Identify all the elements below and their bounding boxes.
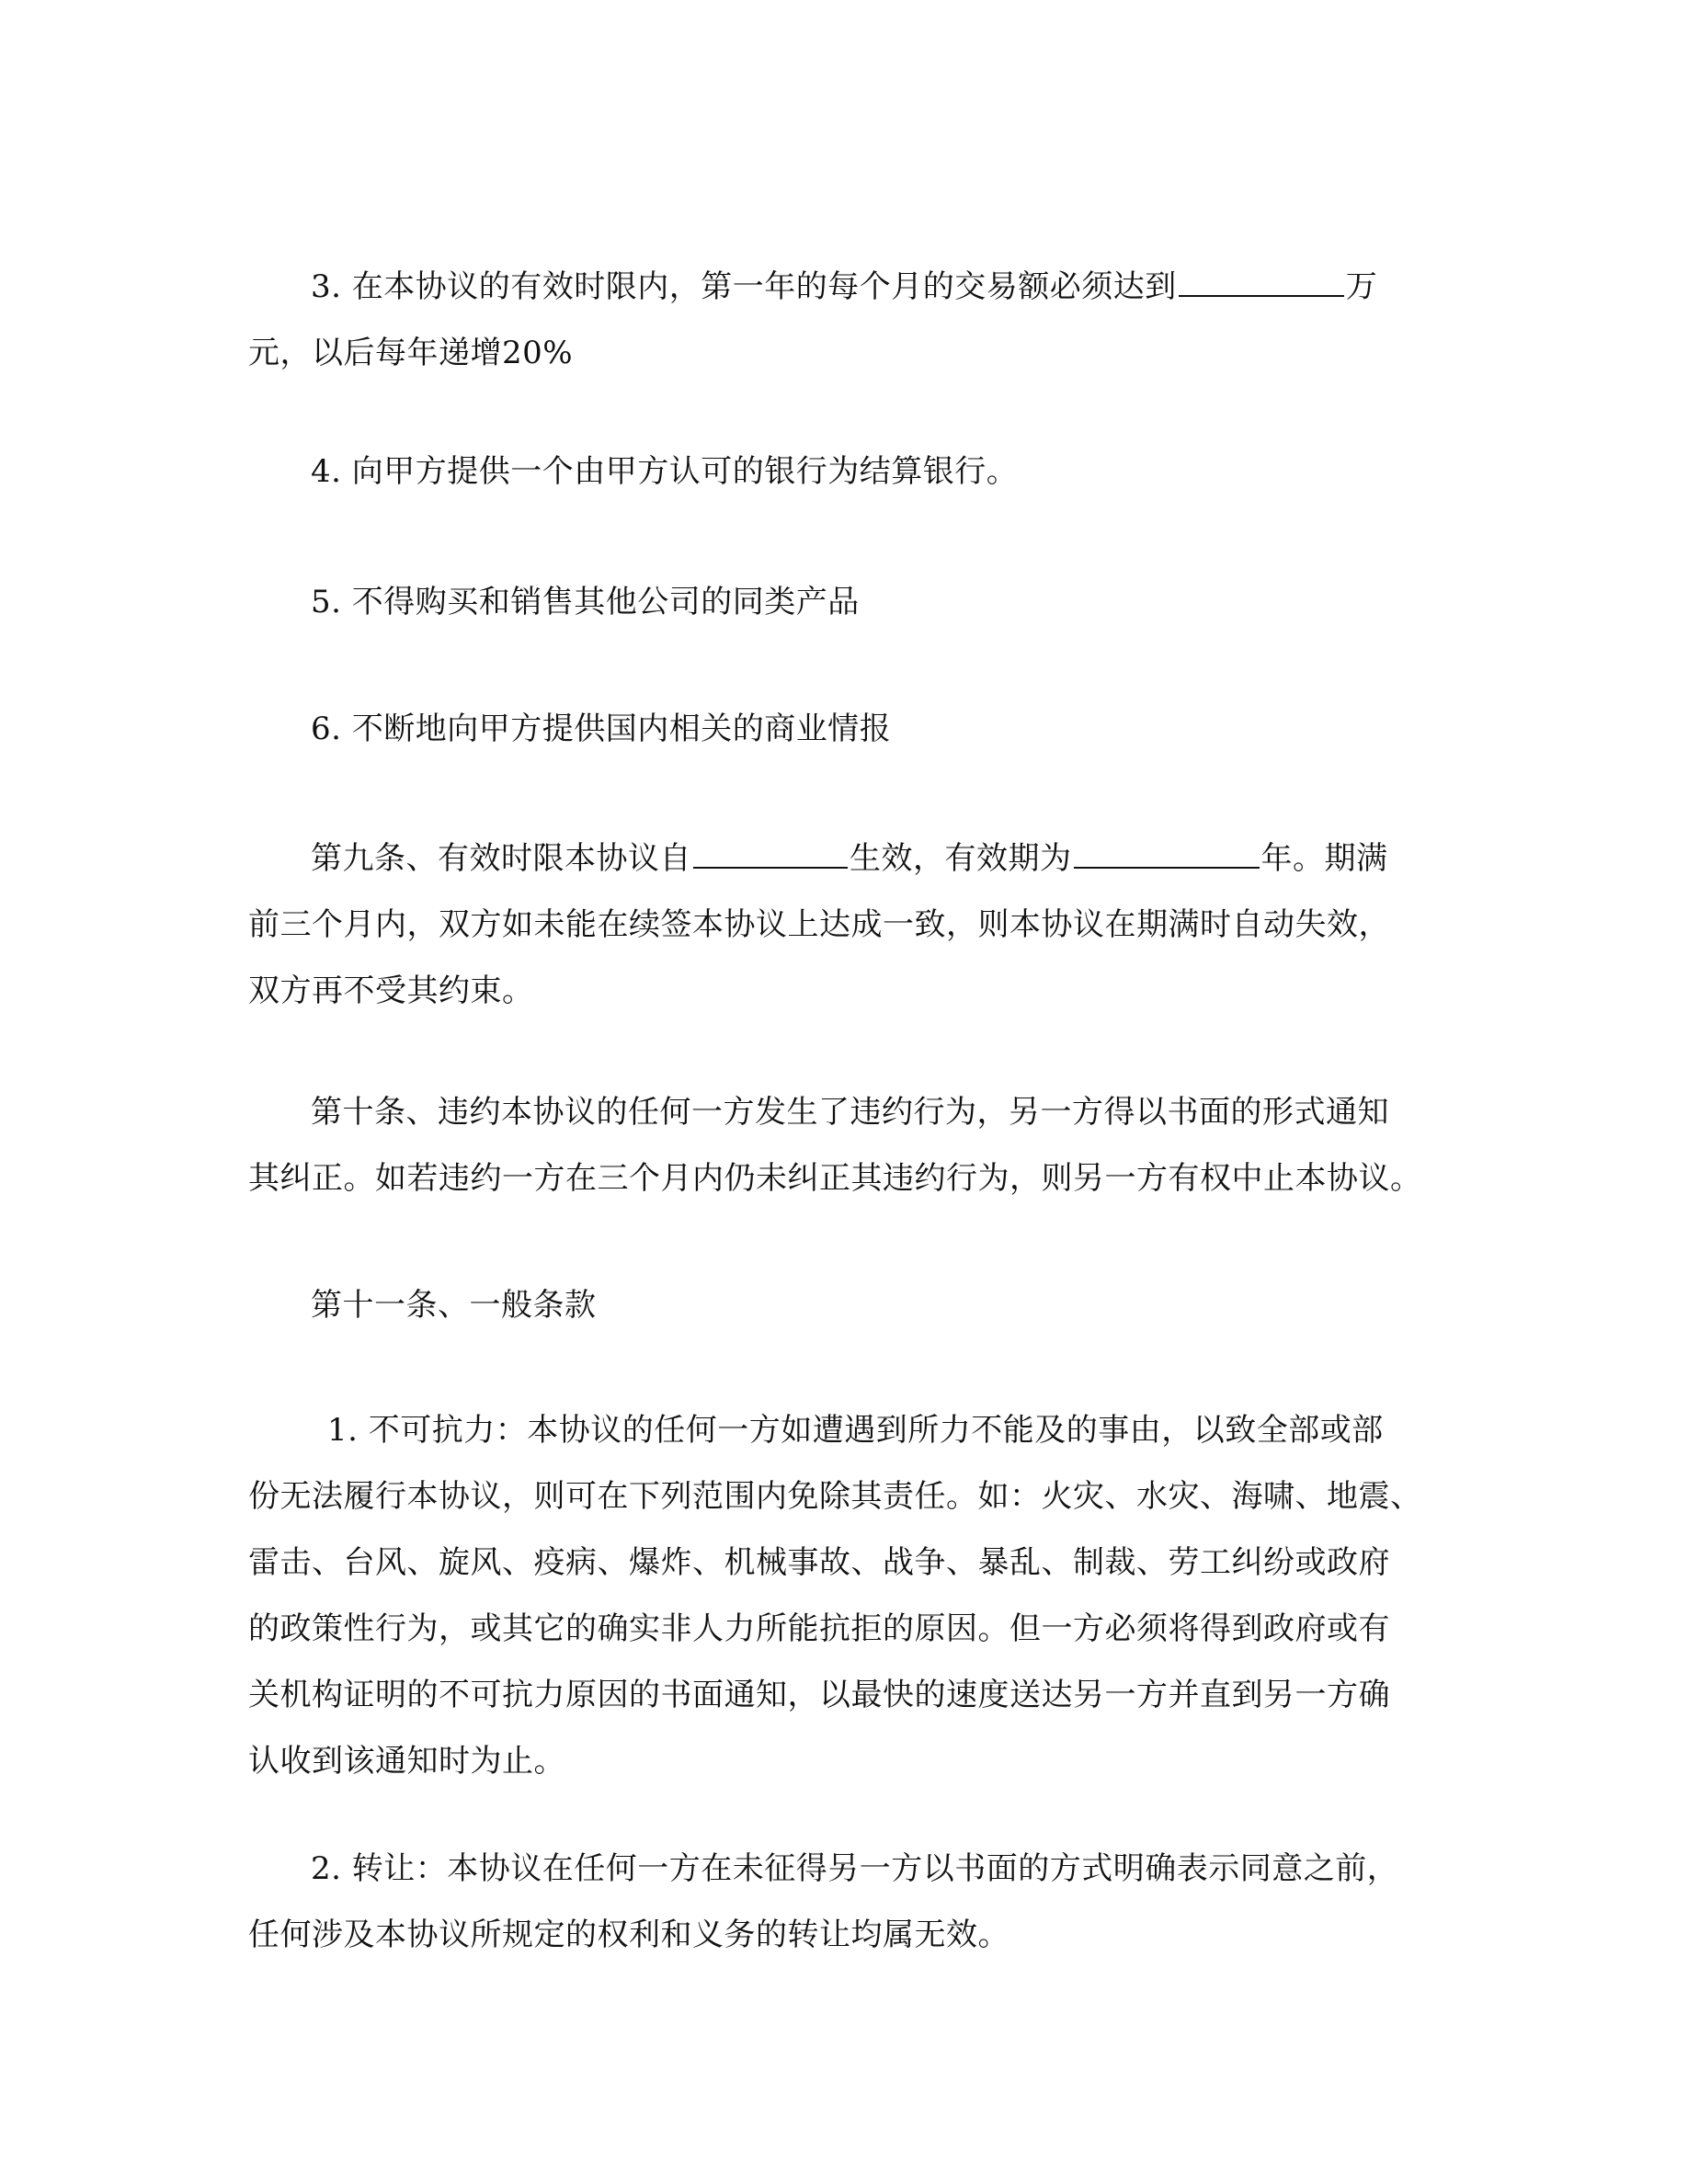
article-9-text-a: 第九条、有效时限本协议自 <box>311 840 691 877</box>
force-majeure-line-1 <box>248 1397 1434 1463</box>
article-9-line-2: 前三个月内，双方如未能在续签本协议上达成一致，则本协议在期满时自动失效， <box>248 906 1390 943</box>
clause-item-4 <box>248 438 1434 505</box>
article-9 <box>248 825 1434 1024</box>
fill-blank-validity-years <box>1074 836 1260 869</box>
clause-item-3-line-2: 元，以后每年递增20% <box>248 335 574 371</box>
fill-blank-monthly-amount <box>1179 264 1344 297</box>
transfer-text-a: 2. 转让：本协议在任何一方在未征得另一方以书面的方式明确表示同意之前， <box>311 1850 1399 1887</box>
article-11-heading-text: 第十一条、一般条款 <box>311 1287 597 1324</box>
article-10-text-a: 第十条、违约本协议的任何一方发生了违约行为，另一方得以书面的形式通知 <box>311 1094 1389 1131</box>
force-majeure-text-a: 1. 不可抗力：本协议的任何一方如遭遇到所力不能及的事由，以致全部或部 <box>327 1412 1384 1449</box>
fill-blank-effective-date <box>693 836 848 869</box>
force-majeure-line-4: 的政策性行为，或其它的确实非人力所能抗拒的原因。但一方必须将得到政府或有 <box>248 1610 1390 1647</box>
article-10-line-1 <box>248 1079 1434 1145</box>
transfer-line-1 <box>248 1836 1434 1902</box>
clause-item-6-text: 6. 不断地向甲方提供国内相关的商业情报 <box>311 711 892 747</box>
clause-item-3 <box>248 254 1434 386</box>
force-majeure-line-5: 关机构证明的不可抗力原因的书面通知，以最快的速度送达另一方并直到另一方确 <box>248 1677 1390 1713</box>
article-9-text-b: 生效，有效期为 <box>850 840 1072 877</box>
clause-force-majeure <box>248 1397 1434 1794</box>
clause-item-5 <box>248 569 1434 635</box>
clause-item-3-text-a: 3. 在本协议的有效时限内，第一年的每个月的交易额必须达到 <box>311 268 1177 305</box>
clause-item-3-line-1 <box>248 254 1434 320</box>
clause-transfer <box>248 1836 1434 1968</box>
article-10 <box>248 1079 1434 1211</box>
force-majeure-line-2: 份无法履行本协议，则可在下列范围内免除其责任。如：火灾、水灾、海啸、地震、 <box>248 1478 1422 1515</box>
transfer-line-2: 任何涉及本协议所规定的权利和义务的转让均属无效。 <box>248 1917 1009 1953</box>
force-majeure-line-6: 认收到该通知时为止。 <box>248 1743 565 1780</box>
article-9-line-3: 双方再不受其约束。 <box>248 973 534 1009</box>
force-majeure-line-3: 雷击、台风、旋风、疫病、爆炸、机械事故、战争、暴乱、制裁、劳工纠纷或政府 <box>248 1544 1390 1581</box>
article-9-line-1 <box>248 825 1434 892</box>
clause-item-4-text: 4. 向甲方提供一个由甲方认可的银行为结算银行。 <box>311 453 1019 490</box>
article-11-heading <box>248 1272 1434 1338</box>
clause-item-5-text: 5. 不得购买和销售其他公司的同类产品 <box>311 584 860 620</box>
clause-item-6 <box>248 696 1434 762</box>
article-10-line-2: 其纠正。如若违约一方在三个月内仍未纠正其违约行为，则另一方有权中止本协议。 <box>248 1160 1422 1197</box>
clause-item-3-text-b: 万 <box>1345 268 1378 305</box>
article-9-text-c: 年。期满 <box>1260 840 1388 877</box>
